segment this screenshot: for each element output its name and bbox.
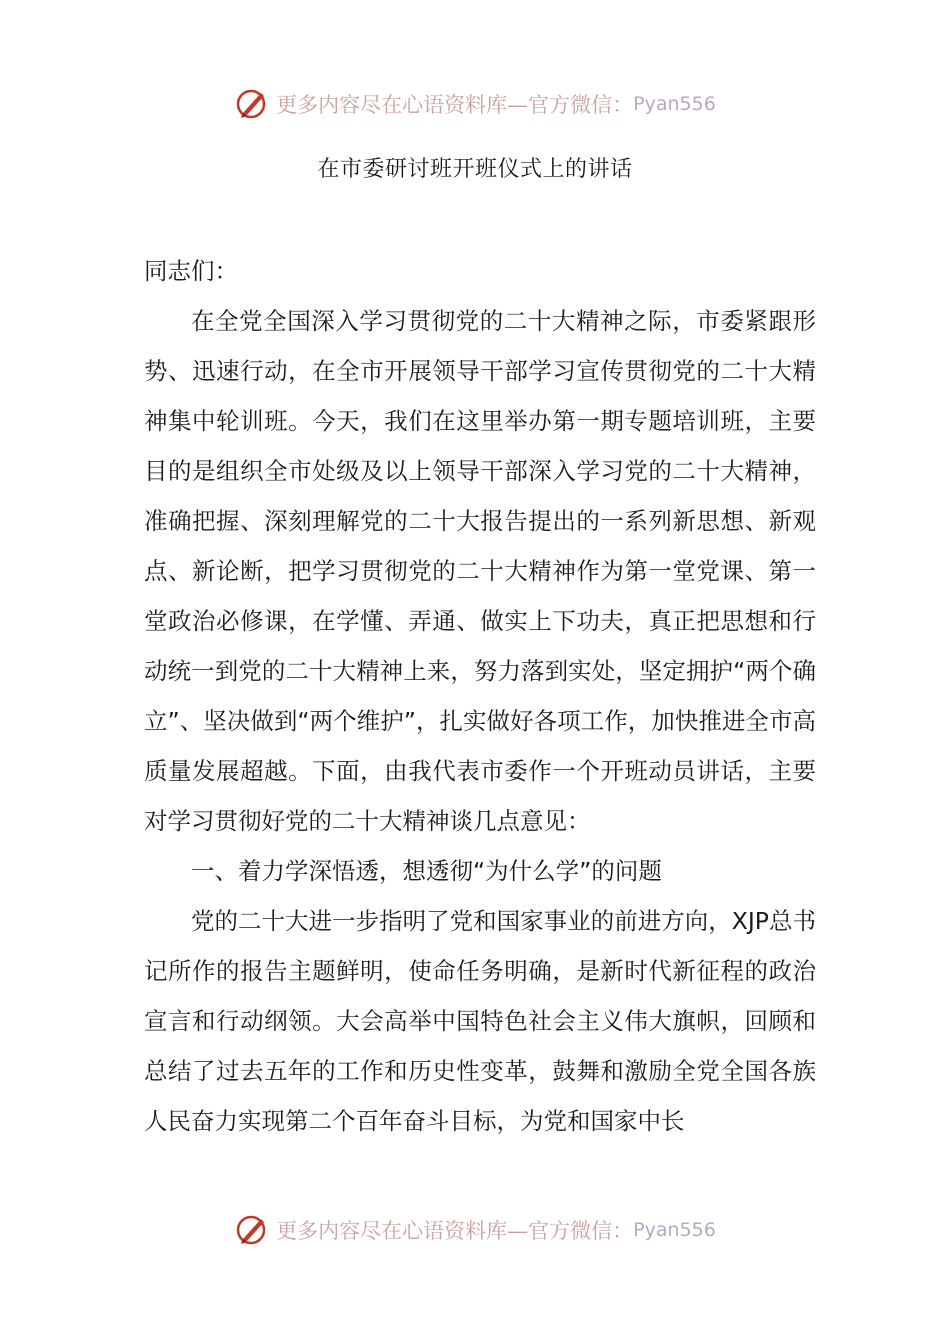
- salutation: 同志们：: [144, 257, 238, 285]
- pen-logo-icon: [234, 1212, 270, 1248]
- watermark-wechat-id: Pyan556: [633, 93, 716, 115]
- watermark-text: 更多内容尽在心语资料库—官方微信：: [276, 93, 634, 117]
- footer-watermark: [0, 1210, 950, 1250]
- paragraph: 在全党全国深入学习贯彻党的二十大精神之际，市委紧跟形势、迅速行动，在全市开展领导干部学习宣传贯彻党的二十大精神集中轮训班。今天，我们在这里举办第一期专题培训班，主要目的是组织全市处级及以上领导干部深入学习党的二十大精神，准确把握、深刻理解党的二十大报告提出的一系列新思想、新观点、新论断，把学习贯彻党的二十大精神作为第一堂党课、第一堂政治必修课，在学懂、弄通、做实上下功夫，真正把思想和行动统一到党的二十大精神上来，努力落到实处，坚定拥护“两个确立”、坚决做到“两个维护”，扎实做好各项工作，加快推进全市高质量发展超越。下面，由我代表市委作一个开班动员讲话，主要对学习贯彻好党的二十大精神谈几点意见：: [144, 307, 816, 835]
- document-title: 在市委研讨班开班仪式上的讲话: [317, 157, 633, 182]
- pen-logo-icon: [234, 86, 270, 122]
- paragraph: 党的二十大进一步指明了党和国家事业的前进方向，XJP总书记所作的报告主题鲜明，使命任务明确，是新时代新征程的政治宣言和行动纲领。大会高举中国特色社会主义伟大旗帜，回顾和总结了过去五年的工作和历史性变革，鼓舞和激励全党全国各族人民奋力实现第二个百年奋斗目标，为党和国家中长: [144, 907, 816, 1135]
- document-body: [144, 246, 816, 1146]
- section-heading: 一、着力学深悟透，想透彻“为什么学”的问题: [191, 857, 662, 885]
- header-watermark: [0, 84, 950, 124]
- watermark-wechat-id: Pyan556: [633, 1219, 716, 1241]
- watermark-text: 更多内容尽在心语资料库—官方微信：: [276, 1219, 634, 1243]
